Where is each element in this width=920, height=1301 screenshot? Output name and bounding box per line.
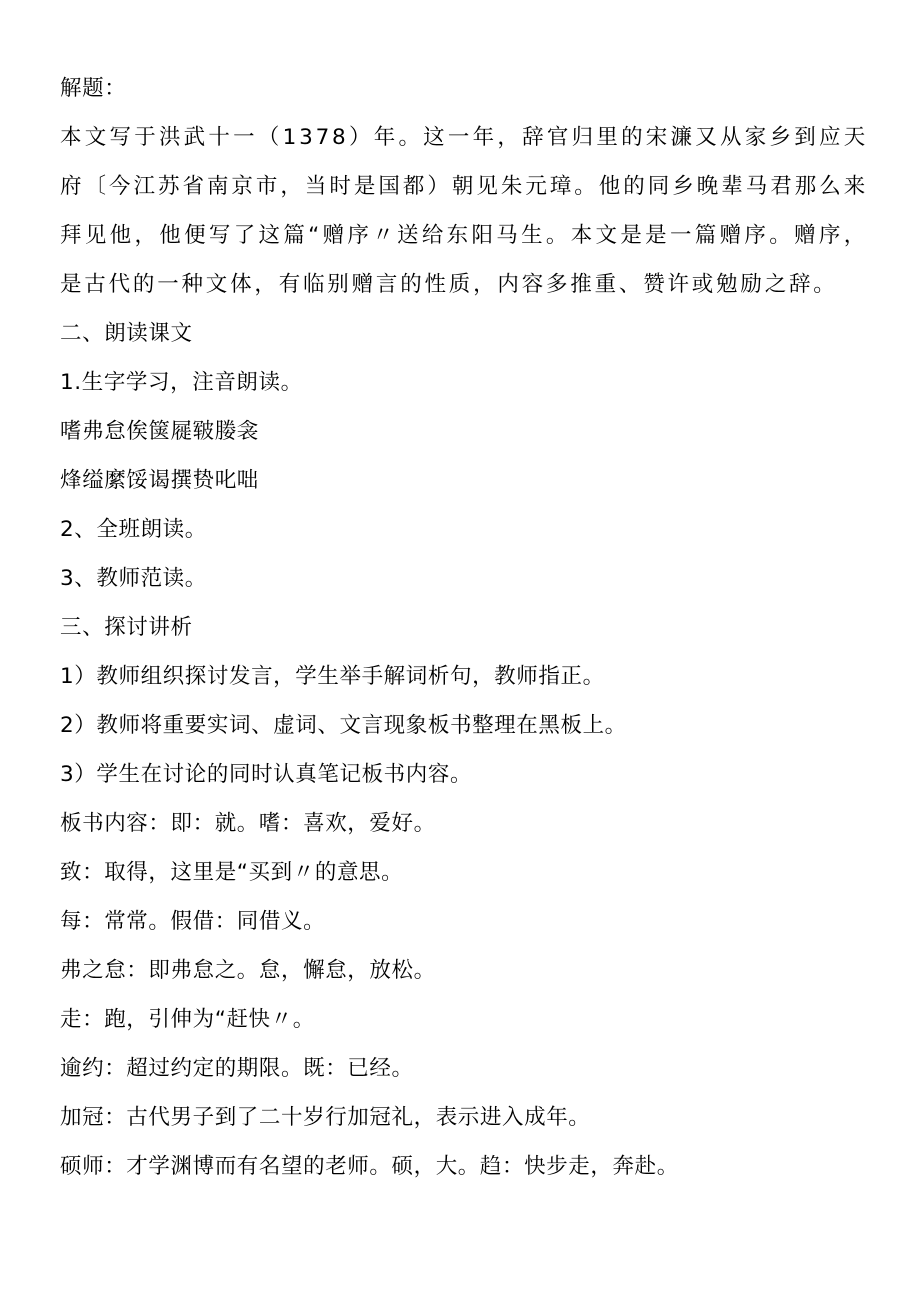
text-line: 3、教师范读。 (60, 566, 207, 591)
blackboard-note: 致：取得，这里是“买到〃的意思。 (60, 860, 404, 885)
section-heading-jieti: 解题： (60, 76, 127, 101)
text-line: 3）学生在讨论的同时认真笔记板书内容。 (60, 762, 473, 787)
text-line: 1）教师组织探讨发言，学生举手解词析句，教师指正。 (60, 664, 605, 689)
text-line: 2、全班朗读。 (60, 517, 207, 542)
blackboard-note: 加冠：古代男子到了二十岁行加冠礼，表示进入成年。 (60, 1105, 591, 1130)
blackboard-note: 每：常常。假借：同借义。 (60, 909, 326, 934)
intro-paragraph: 本文写于洪武十一（1378）年。这一年，辞官归里的宋濂又从家乡到应天府〔今江苏省南京市，当时是国都）朝见朱元璋。他的同乡晚辈马君那么来拜见他，他便写了这篇“赠序〃送给东阳马生。本文是是一篇赠序。赠序，是古代的一种文体，有临别赠言的性质，内容多推重、赞许或勉励之辞。 (60, 125, 868, 297)
blackboard-note: 硕师：才学渊博而有名望的老师。硕，大。趋：快步走，奔赴。 (60, 1154, 679, 1179)
text-line: 1.生字学习，注音朗读。 (60, 370, 303, 395)
vocab-line: 烽缢縻馁谒撰贽叱咄 (60, 468, 259, 493)
document-body (60, 64, 868, 1191)
section-heading-discussion: 三、探讨讲析 (60, 615, 193, 640)
blackboard-note: 板书内容：即：就。嗜：喜欢，爱好。 (60, 811, 436, 836)
text-line: 2）教师将重要实词、虚词、文言现象板书整理在黑板上。 (60, 713, 627, 738)
blackboard-note: 逾约：超过约定的期限。既：已经。 (60, 1056, 414, 1081)
section-heading-reading: 二、朗读课文 (60, 321, 193, 346)
vocab-line: 嗜弗怠俟箧屣皲媵衾 (60, 419, 259, 444)
blackboard-note: 弗之怠：即弗怠之。怠，懈怠，放松。 (60, 958, 436, 983)
blackboard-note: 走：跑，引伸为“赶快〃。 (60, 1007, 315, 1032)
